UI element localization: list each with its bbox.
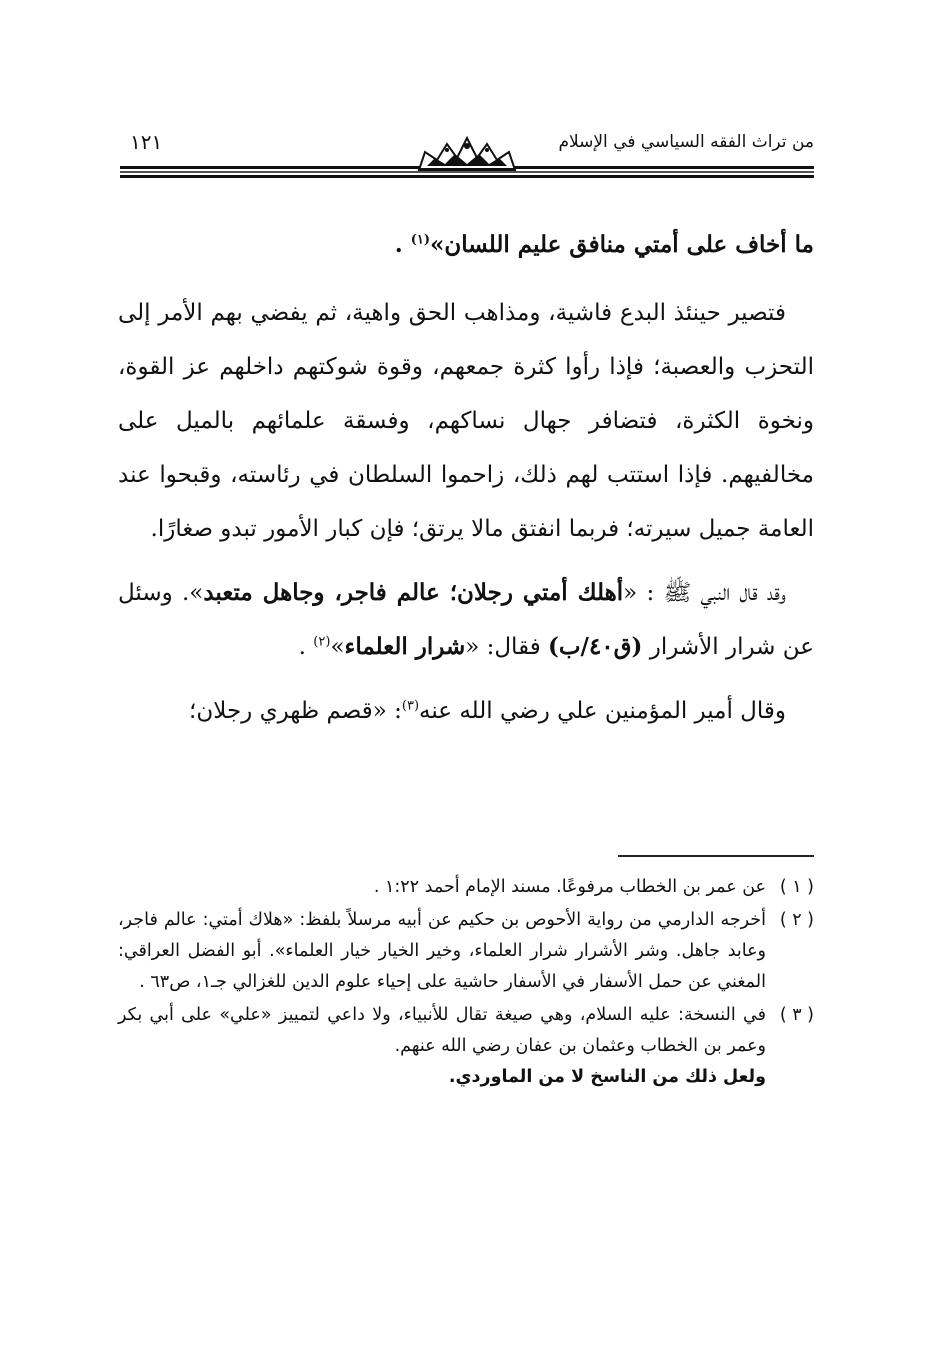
footnote-ref-3: (٣) xyxy=(401,698,420,714)
paragraph-1-end: . xyxy=(394,231,411,258)
footnote-ref-1: (١) xyxy=(410,232,430,248)
footnote-3 xyxy=(118,1000,814,1093)
paragraph-4-text: وقال أمير المؤمنين علي رضي الله عنه xyxy=(419,698,786,724)
paragraph-2-text: فتصير حينئذ البدع فاشية، ومذاهب الحق واهية، ثم يفضي بهم الأمر إلى التحزب والعصبة؛ فإذا رأوا كثرة جمعهم، وقوة شوكتهم داخلهم عز القوة، ونخوة الكثرة، فتضافر جهال نساكهم، وفسقة علمائهم بالميل على مخالفيهم. فإذا استتب لهم ذلك، زاحموا السلطان في رئاسته، وقبحوا عند العامة جميل سيرته؛ فربما انفتق مالا يرتق؛ فإن كبار الأمور تبدو صغارًا. xyxy=(118,300,814,542)
running-title: من تراث الفقه السياسي في الإسلام xyxy=(558,132,814,152)
paragraph-4 xyxy=(118,684,814,738)
paragraph-2 xyxy=(118,286,814,556)
footnote-number: ( ٢ ) xyxy=(779,910,814,930)
footnote-number: ( ١ ) xyxy=(779,877,814,897)
paragraph-3-close: » xyxy=(330,634,345,660)
paragraph-3 xyxy=(118,566,814,674)
footnote-ref-2: (٢) xyxy=(313,634,331,650)
footnote-text: عن عمر بن الخطاب مرفوعًا. مسند الإمام أحمد ١:٢٢ . xyxy=(373,877,766,897)
page-number: ١٢١ xyxy=(130,130,163,154)
page-header xyxy=(120,128,814,184)
main-text xyxy=(118,218,814,748)
footnote-text: في النسخة: عليه السلام، وهي صيغة تقال للأنبياء، ولا داعي لتمييز «علي» على أبي بكر وعمر بن الخطاب وعثمان بن عفان رضي الله عنهم. xyxy=(118,1005,766,1056)
footnote-separator xyxy=(618,855,814,857)
paragraph-3-mid: ». وسئل عن شرار الأشرار xyxy=(118,580,814,660)
footnotes xyxy=(118,872,814,1095)
footnote-text-bold: ولعل ذلك من الناسخ لا من الماوردي. xyxy=(448,1067,766,1087)
footnote-number: ( ٣ ) xyxy=(779,1005,814,1025)
manuscript-folio-ref: (ق٤٠/ب) xyxy=(548,633,643,660)
paragraph-4-end: : «قصم ظهري رجلان؛ xyxy=(189,698,402,724)
footnote-text: أخرجه الدارمي من رواية الأحوص بن حكيم عن أبيه مرسلاً بلفظ: «هلاك أمتي: عالم فاجر، وعابد جاهل. وشر الأشرار شرار العلماء، وخير الخيار خيار العلماء». أبو الفضل العراقي: المغني عن حمل الأسفار في الأسفار حاشية على إحياء علوم الدين للغزالي جـ١، ص٦٣ . xyxy=(118,910,766,992)
hadith-quote-1: أهلك أمتي رجلان؛ عالم فاجر، وجاهل متعبد xyxy=(203,579,624,606)
paragraph-3-said: فقال: « xyxy=(465,634,549,660)
paragraph-1 xyxy=(118,218,814,272)
crown-ornament-icon xyxy=(415,136,520,172)
hadith-quote-2: شرار العلماء xyxy=(344,633,466,660)
footnote-1 xyxy=(118,872,814,903)
footnote-2 xyxy=(118,905,814,998)
paragraph-3-end: . xyxy=(298,634,314,660)
paragraph-3-intro: وقد قال النبي ﷺ : « xyxy=(623,580,786,606)
hadith-quote-end: ما أخاف على أمتي منافق عليم اللسان» xyxy=(430,231,814,258)
